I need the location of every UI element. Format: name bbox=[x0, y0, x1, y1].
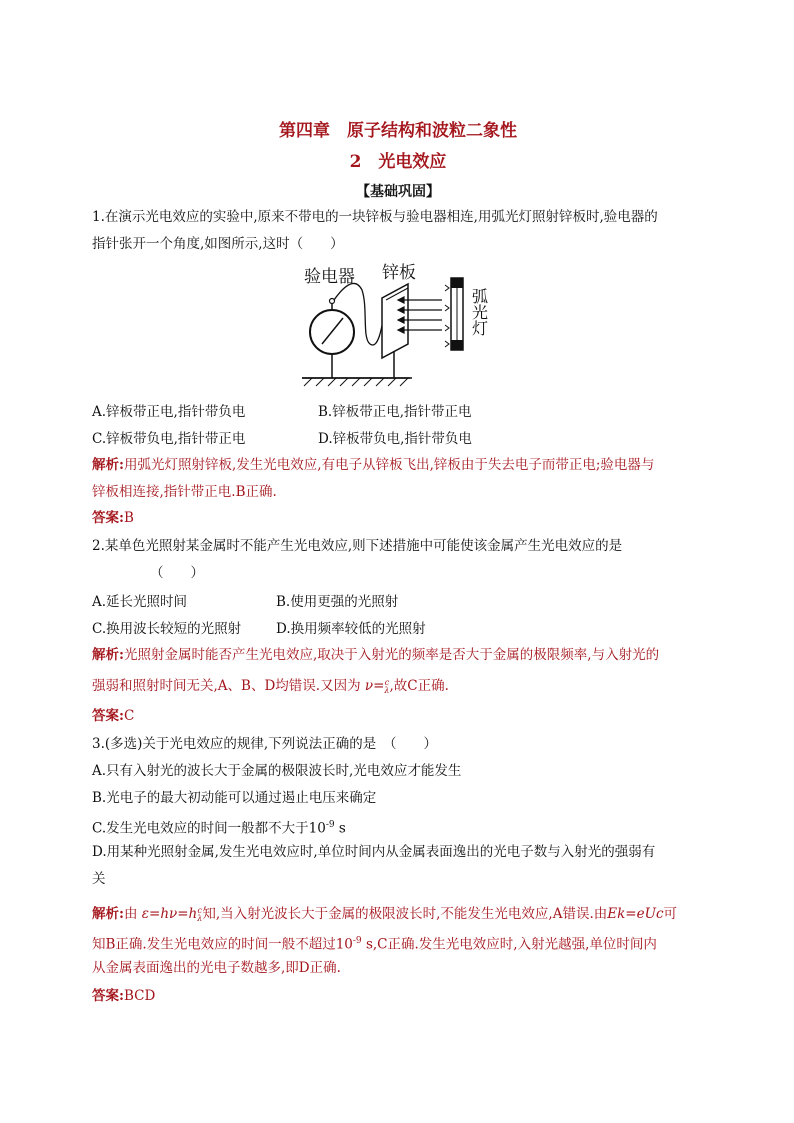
q1-option-d: D.锌板带负电,指针带负电 bbox=[318, 431, 472, 447]
q1-analysis-label: 解析: bbox=[92, 457, 124, 473]
q3-formula-1: ε=hν=h bbox=[141, 906, 198, 922]
arc-lamp-top-electrode bbox=[451, 278, 463, 288]
q3-analysis-text1c: 可 bbox=[663, 906, 678, 922]
q3-formula-2: Ek=eUc bbox=[607, 906, 664, 922]
q3-option-c-exponent: -9 bbox=[325, 820, 335, 830]
q3-option-d-line2: 关 bbox=[92, 871, 106, 887]
q3-answer-value: BCD bbox=[123, 988, 156, 1004]
q1-answer-value: B bbox=[123, 510, 134, 526]
section-title: 2 光电效应 bbox=[349, 152, 447, 172]
q1-analysis-line1 bbox=[92, 455, 654, 475]
q2-analysis-text1: 光照射金属时能否产生光电效应,取决于入射光的频率是否大于金属的极限频率,与入射光的 bbox=[123, 647, 660, 663]
q3-stem-line1: 3.(多选)关于光电效应的规律,下列说法正确的是 （ ） bbox=[92, 736, 437, 752]
lamp-label-2: 光 bbox=[472, 303, 489, 322]
q2-stem-line2: （ ） bbox=[150, 565, 204, 581]
q3-analysis-text2b: s,C正确.发生光电效应时,入射光越强,单位时间内 bbox=[361, 936, 657, 953]
q3-analysis-line1 bbox=[92, 904, 677, 924]
q3-analysis-text1b: 知,当入射光波长大于金属的极限波长时,不能发生光电效应,A错误.由 bbox=[202, 906, 608, 922]
q3-analysis-line2 bbox=[92, 931, 657, 955]
q3-formula-den: λ bbox=[197, 913, 203, 923]
q2-option-d: D.换用频率较低的光照射 bbox=[276, 621, 426, 637]
chapter-title: 第四章 原子结构和波粒二象性 bbox=[279, 121, 517, 141]
q2-answer-value: C bbox=[123, 708, 135, 724]
q2-analysis-line1 bbox=[92, 645, 659, 665]
q3-analysis-text1a: 由 bbox=[123, 906, 138, 922]
q3-option-b: B.光电子的最大初动能可以通过遏止电压来确定 bbox=[92, 790, 377, 806]
q2-analysis-text2a: 强弱和照射时间无关,A、B、D均错误.又因为 bbox=[92, 678, 361, 694]
q2-analysis-label: 解析: bbox=[92, 647, 124, 663]
q1-answer-label: 答案: bbox=[92, 510, 124, 526]
q2-option-a: A.延长光照时间 bbox=[92, 594, 188, 610]
q1-stem-line1: 1.在演示光电效应的实验中,原来不带电的一块锌板与验电器相连,用弧光灯照射锌板时,验电器的 bbox=[92, 209, 658, 225]
q1-option-c: C.锌板带负电,指针带正电 bbox=[92, 431, 246, 447]
q1-analysis-text1: 用弧光灯照射锌板,发生光电效应,有电子从锌板飞出,锌板由于失去电子而带正电;验电器与 bbox=[123, 457, 655, 473]
q1-figure bbox=[304, 258, 512, 392]
q2-analysis-line2 bbox=[92, 676, 449, 696]
q2-analysis-text2b: ,故C正确. bbox=[389, 678, 449, 694]
q1-option-b: B.锌板带正电,指针带正电 bbox=[318, 404, 472, 420]
q2-formula-v: ν= bbox=[364, 678, 385, 694]
lamp-ray-marks bbox=[445, 285, 449, 347]
q3-option-c-unit: s bbox=[334, 820, 346, 837]
q3-option-c bbox=[92, 815, 346, 839]
q1-option-a: A.锌板带正电,指针带负电 bbox=[92, 404, 246, 420]
q2-answer-label: 答案: bbox=[92, 708, 124, 724]
q3-option-d-line1: D.用某种光照射金属,发生光电效应时,单位时间内从金属表面逸出的光电子数与入射光的强弱有 bbox=[92, 844, 656, 860]
q2-answer bbox=[92, 706, 134, 726]
q1-answer bbox=[92, 508, 134, 528]
q3-option-a: A.只有入射光的波长大于金属的极限波长时,光电效应才能发生 bbox=[92, 763, 462, 779]
electroscope-label: 验电器 bbox=[304, 267, 355, 287]
q2-formula-den: λ bbox=[384, 685, 390, 695]
q1-stem-line2: 指针张开一个角度,如图所示,这时（ ） bbox=[92, 236, 344, 252]
lamp-label-1: 弧 bbox=[472, 287, 489, 306]
q3-analysis-exponent: -9 bbox=[352, 936, 362, 946]
lamp-label-3: 灯 bbox=[472, 319, 489, 338]
q2-stem-line1: 2.某单色光照射某金属时不能产生光电效应,则下述措施中可能使该金属产生光电效应的是 bbox=[92, 538, 623, 554]
arc-lamp-bottom-electrode bbox=[451, 340, 463, 350]
zinc-plate-label: 锌板 bbox=[382, 263, 416, 283]
q3-option-c-text: C.发生光电效应的时间一般都不大于10 bbox=[92, 820, 326, 837]
q3-formula-num: c bbox=[197, 905, 203, 915]
q2-option-c: C.换用波长较短的光照射 bbox=[92, 621, 242, 637]
q2-option-b: B.使用更强的光照射 bbox=[276, 594, 399, 610]
ground-hatch bbox=[304, 378, 408, 386]
q3-analysis-label: 解析: bbox=[92, 906, 124, 922]
q2-formula-num: c bbox=[384, 677, 390, 687]
q3-answer-label: 答案: bbox=[92, 988, 124, 1004]
q1-analysis-line2: 锌板相连接,指针带正电.B正确. bbox=[92, 484, 277, 500]
subsection-heading: 【基础巩固】 bbox=[356, 184, 440, 200]
q3-analysis-line3: 从金属表面逸出的光电子数越多,即D正确. bbox=[92, 960, 341, 976]
q3-analysis-text2a: 知B正确.发生光电效应的时间一般不超过10 bbox=[92, 936, 353, 953]
q3-answer bbox=[92, 986, 155, 1006]
